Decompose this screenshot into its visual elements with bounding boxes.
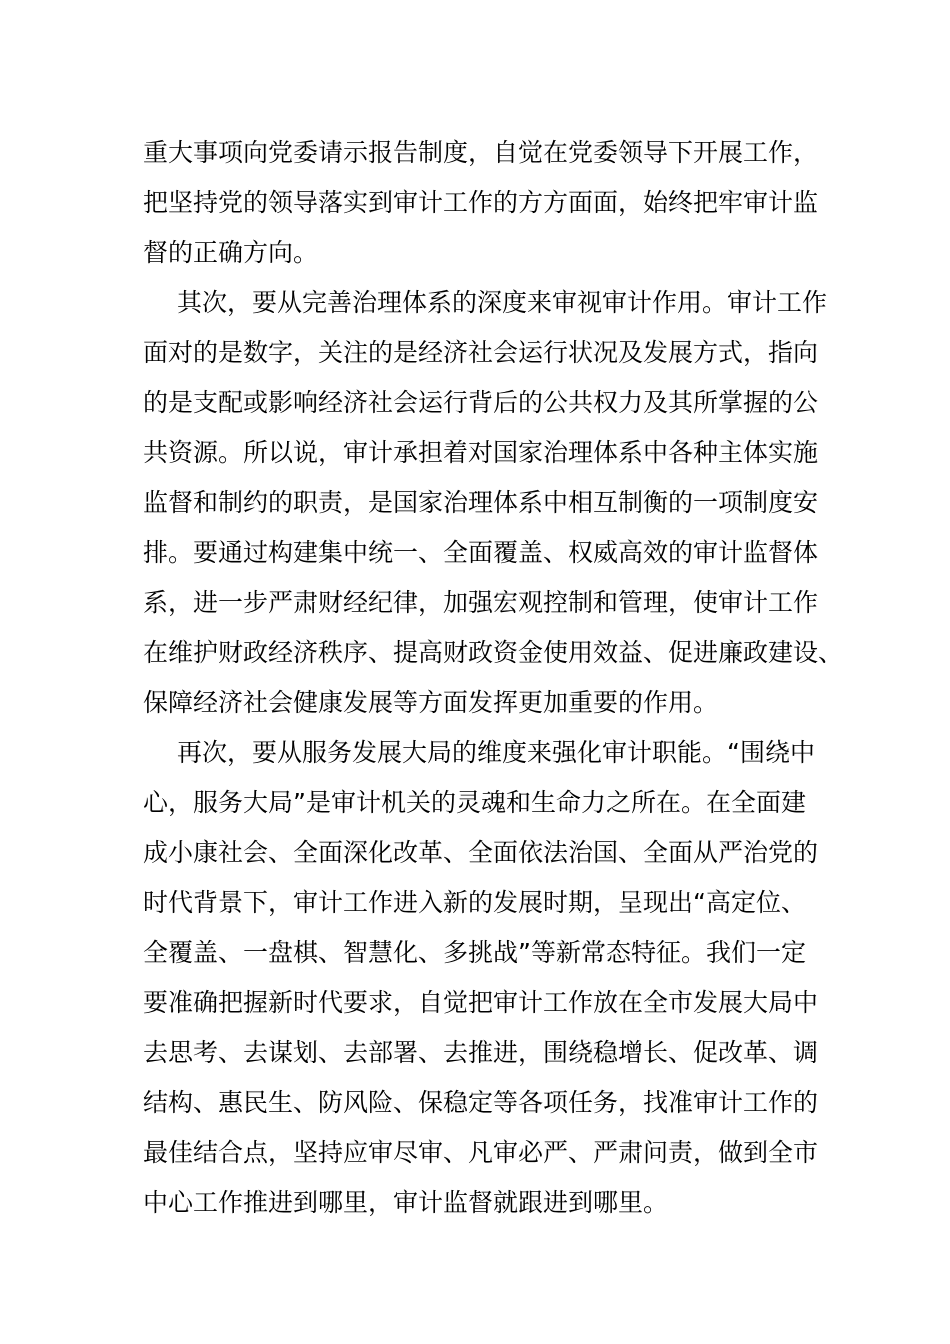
text-line: 保障经济社会健康发展等方面发挥更加重要的作用。 (143, 688, 719, 717)
text-line: 督的正确方向。 (143, 238, 319, 267)
text-line: 监督和制约的职责，是国家治理体系中相互制衡的一项制度安 (143, 488, 819, 517)
text-line: 在维护财政经济秩序、提高财政资金使用效益、促进廉政建设、 (143, 638, 844, 667)
text-line: 结构、惠民生、防风险、保稳定等各项任务，找准审计工作的 (143, 1088, 819, 1117)
text-line: 把坚持党的领导落实到审计工作的方方面面，始终把牢审计监 (143, 188, 819, 217)
text-line: 共资源。所以说，审计承担着对国家治理体系中各种主体实施 (143, 438, 819, 467)
text-line: 时代背景下，审计工作进入新的发展时期，呈现出“高定位、 (143, 888, 806, 917)
paragraph-3 (143, 728, 833, 1228)
text-line: 全覆盖、一盘棋、智慧化、多挑战”等新常态特征。我们一定 (143, 938, 806, 967)
text-line: 其次，要从完善治理体系的深度来审视审计作用。审计工作 (177, 288, 828, 317)
text-line: 成小康社会、全面深化改革、全面依法治国、全面从严治党的 (143, 838, 819, 867)
text-line: 最佳结合点，坚持应审尽审、凡审必严、严肃问责，做到全市 (143, 1138, 819, 1167)
text-line: 心，服务大局”是审计机关的灵魂和生命力之所在。在全面建 (143, 788, 806, 817)
text-line: 的是支配或影响经济社会运行背后的公共权力及其所掌握的公 (143, 388, 819, 417)
text-line: 再次，要从服务发展大局的维度来强化审计职能。“围绕中 (177, 738, 815, 767)
text-line: 重大事项向党委请示报告制度，自觉在党委领导下开展工作， (143, 138, 819, 167)
text-line: 中心工作推进到哪里，审计监督就跟进到哪里。 (143, 1188, 669, 1217)
text-line: 去思考、去谋划、去部署、去推进，围绕稳增长、促改革、调 (143, 1038, 819, 1067)
text-line: 排。要通过构建集中统一、全面覆盖、权威高效的审计监督体 (143, 538, 819, 567)
text-line: 面对的是数字，关注的是经济社会运行状况及发展方式，指向 (143, 338, 819, 367)
body-text (143, 128, 844, 1228)
text-line: 要准确把握新时代要求，自觉把审计工作放在全市发展大局中 (143, 988, 819, 1017)
text-line: 系，进一步严肃财经纪律，加强宏观控制和管理，使审计工作 (143, 588, 819, 617)
paragraph-1 (143, 128, 833, 278)
paragraph-2 (143, 278, 844, 728)
